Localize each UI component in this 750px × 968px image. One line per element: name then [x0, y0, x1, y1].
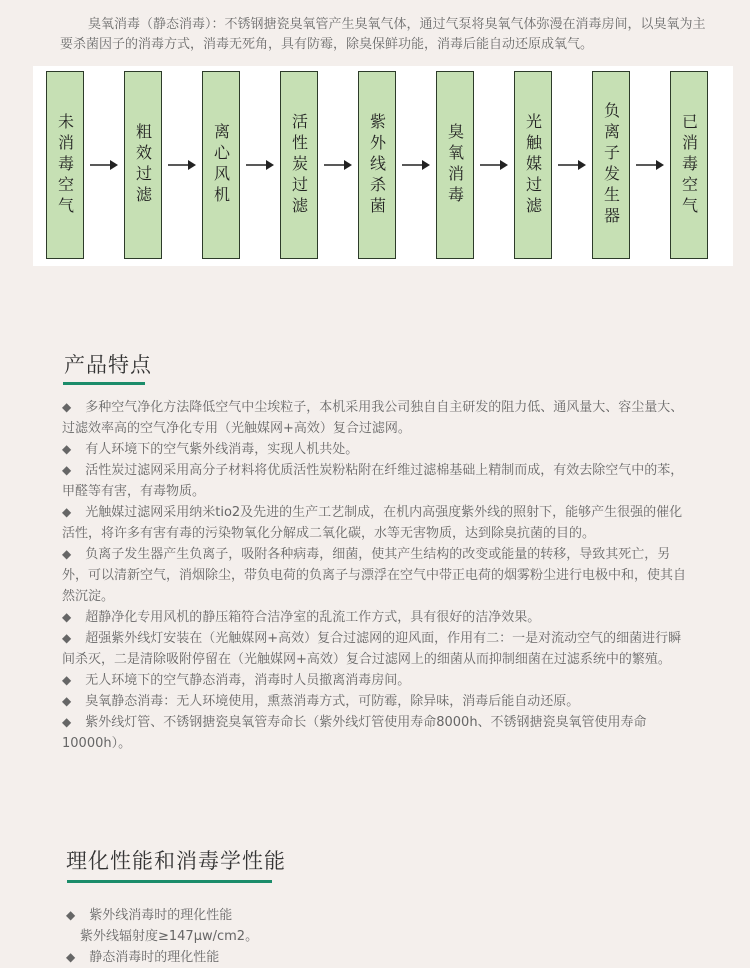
feature-item-text: 多种空气净化方法降低空气中尘埃粒子，本机采用我公司独自自主研发的阻力低、通风量大、容尘量大、过滤效率高的空气净化专用（光触媒网+高效）复合过滤网。: [62, 400, 684, 436]
flow-step-label: 已消毒空气: [679, 112, 699, 218]
feature-item: [62, 439, 687, 460]
feature-item: [62, 670, 687, 691]
flow-arrow-icon: [630, 158, 670, 172]
flow-step-label: 负离子发生器: [601, 102, 621, 228]
feature-item-text: 有人环境下的空气紫外线消毒，实现人机共处。: [85, 442, 359, 457]
feature-item-text: 光触媒过滤网采用纳米tio2及先进的生产工艺制成，在机内高强度紫外线的照射下，能够产生很强的催化活性，将许多有害有毒的污染物氧化分解成二氧化碳，水等无害物质，达到除臭抗菌的目的。: [62, 505, 683, 541]
feature-item-text: 负离子发生器产生负离子，吸附各种病毒，细菌，使其产生结构的改变或能量的转移，导致其死亡，另外，可以清新空气，消烟除尘，带负电荷的负离子与漂浮在空气中带正电荷的烟雾粉尘进行电极中和，使其自然沉淀。: [62, 547, 687, 604]
flow-step: [514, 71, 552, 259]
feature-item: [62, 397, 687, 439]
process-flow-diagram: [33, 66, 733, 266]
bullet-icon: ◆: [66, 950, 76, 964]
flow-step-label: 光触媒过滤: [523, 112, 543, 218]
bullet-icon: ◆: [62, 463, 72, 477]
flow-arrow-icon: [552, 158, 592, 172]
bullet-icon: ◆: [62, 547, 72, 561]
bullet-icon: ◆: [62, 694, 72, 708]
bullet-icon: ◆: [62, 610, 72, 624]
feature-item: [62, 502, 687, 544]
features-list: [62, 397, 687, 754]
flow-step: [436, 71, 474, 259]
flow-step: [280, 71, 318, 259]
performance-list: [66, 905, 686, 968]
feature-item: [62, 607, 687, 628]
bullet-icon: ◆: [62, 400, 72, 414]
flow-arrow-icon: [474, 158, 514, 172]
feature-item: [62, 544, 687, 607]
feature-item-text: 紫外线灯管、不锈钢搪瓷臭氧管寿命长（紫外线灯管使用寿命8000h、不锈钢搪瓷臭氧管使用寿命10000h）。: [62, 715, 647, 751]
flow-step-label: 未消毒空气: [55, 112, 75, 218]
flow-step-label: 活性炭过滤: [289, 112, 309, 218]
flow-step: [592, 71, 630, 259]
flow-step: [124, 71, 162, 259]
feature-item-text: 臭氧静态消毒：无人环境使用，熏蒸消毒方式，可防霉，除异味，消毒后能自动还原。: [85, 694, 580, 709]
flow-step-label: 臭氧消毒: [445, 123, 465, 207]
flow-step: [46, 71, 84, 259]
flow-step-label: 离心风机: [211, 123, 231, 207]
flow-arrow-icon: [318, 158, 358, 172]
performance-item-text: 紫外线消毒时的理化性能: [89, 908, 233, 923]
flow-step-label: 紫外线杀菌: [367, 112, 387, 218]
flow-step: [202, 71, 240, 259]
feature-item: [62, 628, 687, 670]
feature-item: [62, 460, 687, 502]
flow-arrow-icon: [240, 158, 280, 172]
flow-arrow-icon: [396, 158, 436, 172]
performance-subitem: 紫外线辐射度≥147μw/cm2。: [80, 929, 259, 944]
flow-step: [358, 71, 396, 259]
performance-title: 理化性能和消毒学性能: [66, 849, 286, 873]
feature-item-text: 超静净化专用风机的静压箱符合洁净室的乱流工作方式，具有很好的洁净效果。: [85, 610, 541, 625]
flow-arrow-icon: [162, 158, 202, 172]
process-flow: [46, 69, 708, 261]
feature-item-text: 活性炭过滤网采用高分子材料将优质活性炭粉粘附在纤维过滤棉基础上精制而成，有效去除空气中的苯，甲醛等有害，有毒物质。: [62, 463, 684, 499]
feature-item: [62, 691, 687, 712]
features-title: 产品特点: [64, 353, 152, 377]
flow-step-label: 粗效过滤: [133, 123, 153, 207]
performance-item: [66, 947, 686, 968]
performance-item: [66, 905, 686, 926]
bullet-icon: ◆: [62, 505, 72, 519]
performance-item-text: 静态消毒时的理化性能: [89, 950, 220, 965]
bullet-icon: ◆: [62, 673, 72, 687]
performance-title-underline: [67, 880, 272, 883]
intro-paragraph: 臭氧消毒（静态消毒）：不锈钢搪瓷臭氧管产生臭氧气体，通过气泵将臭氧气体弥漫在消毒房间，以臭氧为主要杀菌因子的消毒方式，消毒无死角，具有防霉，除臭保鲜功能，消毒后能自动还原成氧气。: [60, 17, 706, 52]
bullet-icon: ◆: [62, 442, 72, 456]
feature-item-text: 超强紫外线灯安装在（光触媒网+高效）复合过滤网的迎风面，作用有二：一是对流动空气的细菌进行瞬间杀灭，二是清除吸附停留在（光触媒网+高效）复合过滤网上的细菌从而抑制细菌在过滤系统中的繁殖。: [62, 631, 682, 667]
bullet-icon: ◆: [66, 908, 76, 922]
flow-step: [670, 71, 708, 259]
flow-arrow-icon: [84, 158, 124, 172]
feature-item-text: 无人环境下的空气静态消毒，消毒时人员撤离消毒房间。: [85, 673, 411, 688]
feature-item: [62, 712, 687, 754]
bullet-icon: ◆: [62, 631, 72, 645]
bullet-icon: ◆: [62, 715, 72, 729]
features-title-underline: [63, 382, 145, 385]
